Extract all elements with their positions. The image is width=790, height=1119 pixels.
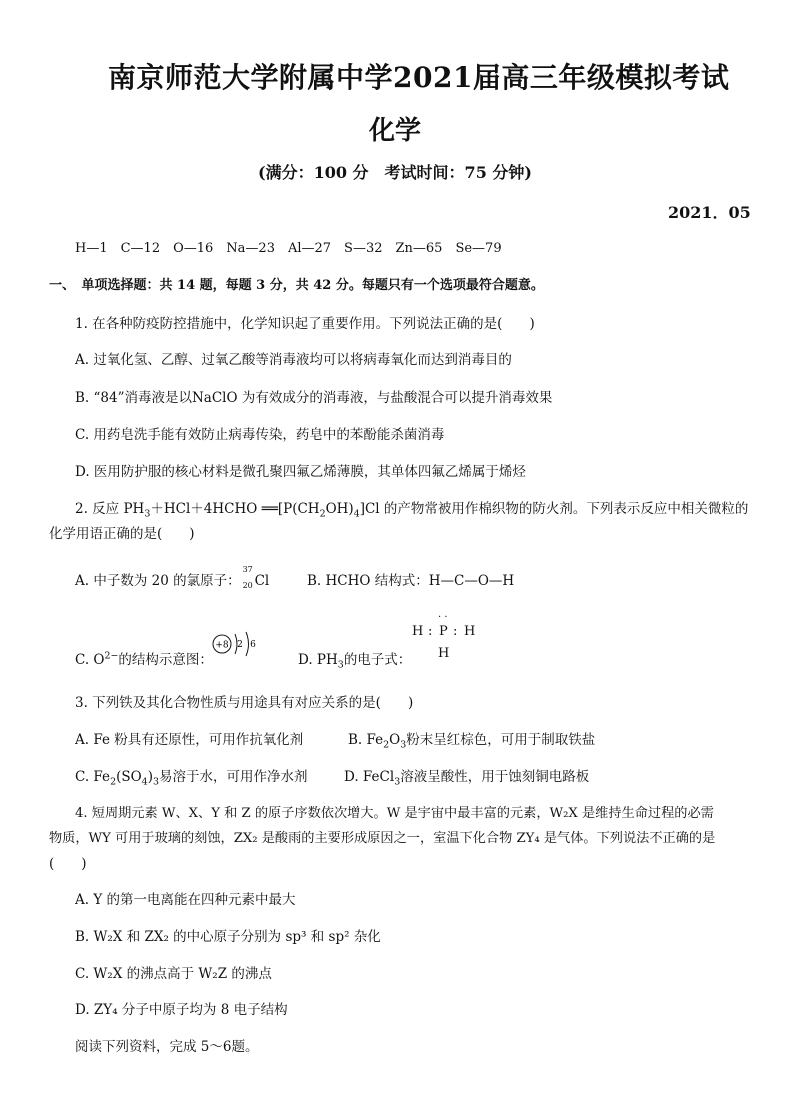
question-2-option-c: C. $O^{2-}$的结构示意图： bbox=[75, 650, 213, 668]
question-1-stem: 1. 在各种防疫防控措施中，化学知识起了重要作用。下列说法正确的是( ) bbox=[75, 316, 535, 332]
question-3-option-c: C. $Fe_2(SO_4)_3$易溶于水，可用作净水剂 bbox=[75, 769, 308, 788]
question-1-option-c: C. 用药皂洗手能有效防止病毒传染，药皂中的苯酚能杀菌消毒 bbox=[75, 427, 445, 443]
question-4-option-b: B. W₂X 和 ZX₂ 的中心原子分别为 sp³ 和 sp² 杂化 bbox=[75, 929, 381, 945]
isotope-notation: 37 20 bbox=[242, 565, 253, 590]
question-3-option-b: B. $Fe_2O_3$粉末呈红棕色，可用于制取铁盐 bbox=[348, 732, 596, 751]
question-1-option-d: D. 医用防护服的核心材料是微孔聚四氟乙烯薄膜，其单体四氟乙烯属于烯烃 bbox=[75, 464, 526, 480]
atomic-masses: H—1 C—12 O—16 Na—23 Al—27 S—32 Zn—65 Se—79 bbox=[75, 241, 502, 256]
question-4-option-c: C. W₂X 的沸点高于 W₂Z 的沸点 bbox=[75, 966, 272, 982]
question-4-option-d: D. ZY₄ 分子中原子均为 8 电子结构 bbox=[75, 1002, 288, 1018]
exam-date: 2021．05 bbox=[668, 203, 751, 222]
question-2-stem-line1: 2. 反应 $PH_3+HCl+4HCHO$ $══[P(CH_2OH)_4]Cl$ 的产物常被用作棉织物的防火剂。下列表示反应中相关微粒的 bbox=[75, 501, 749, 520]
svg-text:2: 2 bbox=[237, 640, 243, 650]
subject-title: 化学 bbox=[368, 116, 421, 146]
question-2-option-b: B. HCHO 结构式：H—C—O—H bbox=[307, 573, 515, 589]
question-1-option-a: A. 过氧化氢、乙醇、过氧乙酸等消毒液均可以将病毒氧化而达到消毒目的 bbox=[75, 352, 512, 368]
question-4-stem-line1: 4. 短周期元素 W、X、Y 和 Z 的原子序数依次增大。W 是宇宙中最丰富的元素，W₂X 是维持生命过程的必需 bbox=[75, 806, 714, 821]
oxygen-ion-structure-diagram bbox=[211, 628, 259, 660]
question-3-option-d: D. FeCl$_3$溶液呈酸性，用于蚀刻铜电路板 bbox=[344, 769, 590, 788]
exam-info: (满分：100 分 考试时间：75 分钟) bbox=[258, 163, 532, 182]
question-4-stem-line3: ( ) bbox=[49, 856, 87, 872]
question-2-stem-line2: 化学用语正确的是( ) bbox=[49, 526, 195, 542]
svg-text:6: 6 bbox=[250, 640, 256, 650]
question-1-option-b: B. “84”消毒液是以NaClO 为有效成分的消毒液，与盐酸混合可以提升消毒效果 bbox=[75, 390, 553, 406]
question-2-option-d: D. $PH_3$的电子式： bbox=[298, 652, 412, 671]
svg-text:+8: +8 bbox=[215, 640, 229, 651]
section-heading: 一、 单项选择题：共 14 题，每题 3 分，共 42 分。每题只有一个选项最符合题意。 bbox=[49, 278, 544, 293]
exam-title: 南京师范大学附属中学2021届高三年级模拟考试 bbox=[108, 61, 730, 94]
question-2-option-a: A. 中子数为 20 的氯原子： 37 20 Cl bbox=[75, 565, 270, 590]
question-3-stem: 3. 下列铁及其化合物性质与用途具有对应关系的是( ) bbox=[75, 695, 414, 711]
question-4-stem-line2: 物质，WY 可用于玻璃的刻蚀，ZX₂ 是酸雨的主要形成原因之一，室温下化合物 ZY₄ 是气体。下列说法不正确的是 bbox=[49, 831, 716, 846]
ph3-lewis-structure: · · H : P : H H bbox=[412, 612, 476, 661]
question-3-option-a: A. Fe 粉具有还原性，可用作抗氧化剂 bbox=[75, 732, 304, 748]
reading-note: 阅读下列资料，完成 5～6题。 bbox=[75, 1039, 259, 1055]
question-4-option-a: A. Y 的第一电离能在四种元素中最大 bbox=[75, 892, 296, 908]
